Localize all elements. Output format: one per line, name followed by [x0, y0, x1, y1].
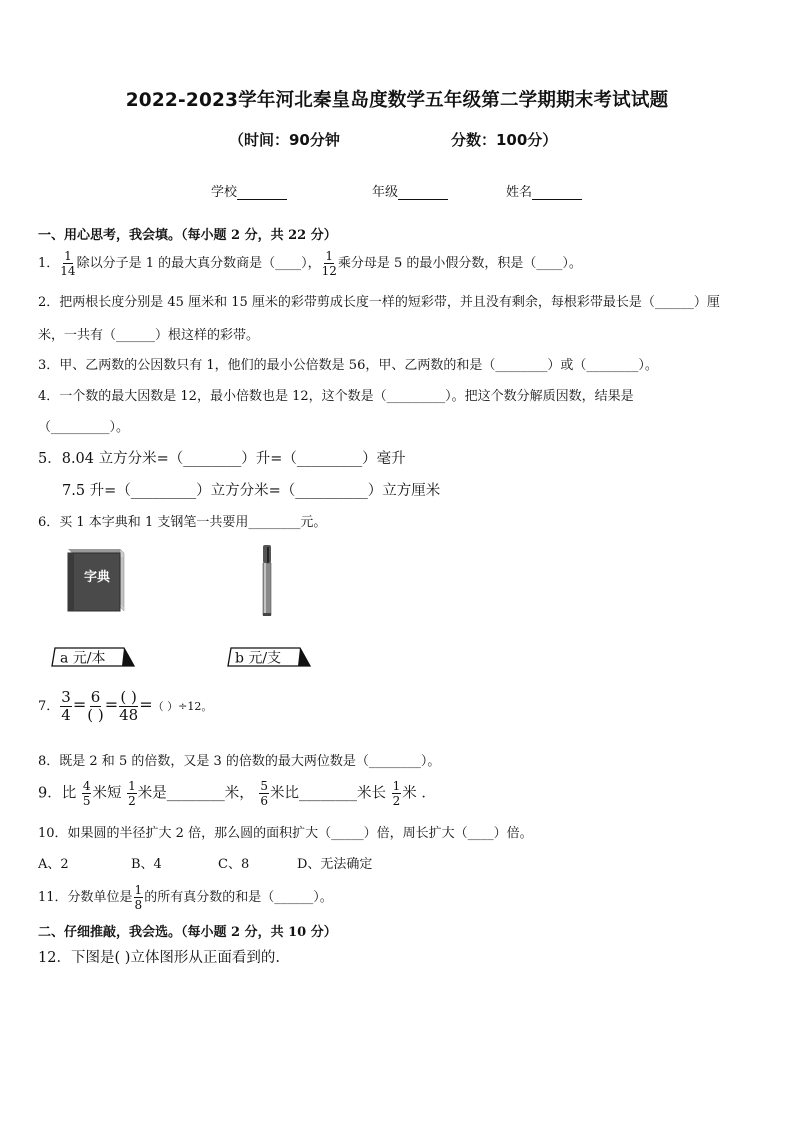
fraction: $\frac{5}{6}$	[260, 779, 268, 808]
question-1: 1． $\frac{1}{14}$ 除以分子是 1 的最大真分数商是（____）， $\frac{1}{12}$ 乘分母是 5 的最小假分数，积是（____）。	[38, 249, 582, 278]
price-tag-b	[226, 646, 314, 668]
question-5-line-1: 5．8.04 立方分米=（________）升=（_________）毫升	[38, 451, 406, 467]
question-4-line-1: 4．一个数的最大因数是 12，最小倍数也是 12，这个数是（_________）。把这个数分解质因数，结果是	[38, 389, 634, 404]
fraction: $\frac{1}{8}$	[134, 883, 143, 912]
grade-label: 年级	[372, 185, 399, 200]
book-label: 字典	[83, 570, 111, 585]
option-d: D、无法确定	[297, 857, 373, 872]
question-5-line-2: 7.5 升=（_________）立方分米=（__________）立方厘米	[62, 483, 441, 499]
name-blank	[532, 185, 582, 200]
school-label: 学校	[211, 185, 238, 200]
question-2-line-2: 米，一共有（______）根这样的彩带。	[38, 328, 260, 343]
question-4-line-2: （_________）。	[38, 420, 130, 435]
option-b: B、4	[131, 857, 162, 872]
dictionary-image	[62, 545, 132, 615]
pen-image	[255, 543, 279, 618]
name-field	[506, 181, 582, 200]
school-field	[211, 181, 287, 200]
question-number: 1．	[38, 256, 60, 271]
question-8: 8．既是 2 和 5 的倍数，又是 3 的倍数的最大两位数是（________）。	[38, 754, 441, 769]
question-6: 6．买 1 本字典和 1 支钢笔一共要用________元。	[38, 515, 327, 530]
question-11: 11．分数单位是 $\frac{1}{8}$ 的所有真分数的和是（______）。	[38, 883, 333, 912]
price-tag-a	[50, 646, 138, 668]
svg-text:a 元/本: a 元/本	[60, 650, 106, 667]
question-10: 10．如果圆的半径扩大 2 倍，那么圆的面积扩大（_____）倍，周长扩大（____）倍。	[38, 826, 533, 841]
question-9: 9．比 $\frac{4}{5}$ 米短 $\frac{1}{2}$ 米是________米， $\frac{5}{6}$ 米比________米长 $\frac{1}{2}$ 米 ．	[38, 779, 436, 808]
name-label: 姓名	[506, 185, 533, 200]
section-1-heading: 一、用心思考，我会填。（每小题 2 分，共 22 分）	[38, 228, 337, 243]
fraction: $\frac{3}{4}$	[61, 688, 71, 724]
fraction: $\frac{6}{( )}$	[87, 688, 104, 724]
exam-time: （时间：90分钟	[229, 131, 340, 149]
question-2-line-1: 2．把两根长度分别是 45 厘米和 15 厘米的彩带剪成长度一样的短彩带，并且没有剩余，每根彩带最长是（______）厘	[38, 295, 720, 310]
fraction: $\frac{4}{5}$	[82, 779, 91, 808]
fraction: $\frac{1}{14}$	[60, 249, 76, 278]
question-3: 3．甲、乙两数的公因数只有 1，他们的最小公倍数是 56，甲、乙两数的和是（________）或（________）。	[38, 358, 658, 373]
question-12: 12．下图是( )立体图形从正面看到的.	[38, 950, 280, 966]
grade-field	[372, 181, 448, 200]
fraction: $\frac{1}{2}$	[392, 779, 401, 808]
page-title: 2022-2023学年河北秦皇岛度数学五年级第二学期期末考试试题	[125, 90, 669, 111]
exam-score: 分数：100分）	[451, 131, 558, 149]
option-a: A、2	[38, 857, 69, 872]
option-c: C、8	[218, 857, 250, 872]
fraction: $\frac{1}{12}$	[321, 249, 337, 278]
fraction: $\frac{1}{2}$	[128, 779, 136, 808]
svg-text:b 元/支: b 元/支	[235, 650, 282, 667]
question-7: 7． $\frac{3}{4}$ = $\frac{6}{( )}$ = $\frac{( )}{48}$ =（ ）÷12。	[38, 688, 213, 724]
section-2-heading: 二、仔细推敲，我会选。（每小题 2 分，共 10 分）	[38, 925, 337, 940]
grade-blank	[398, 185, 448, 200]
fraction: $\frac{( )}{48}$	[119, 688, 139, 724]
school-blank	[237, 185, 287, 200]
